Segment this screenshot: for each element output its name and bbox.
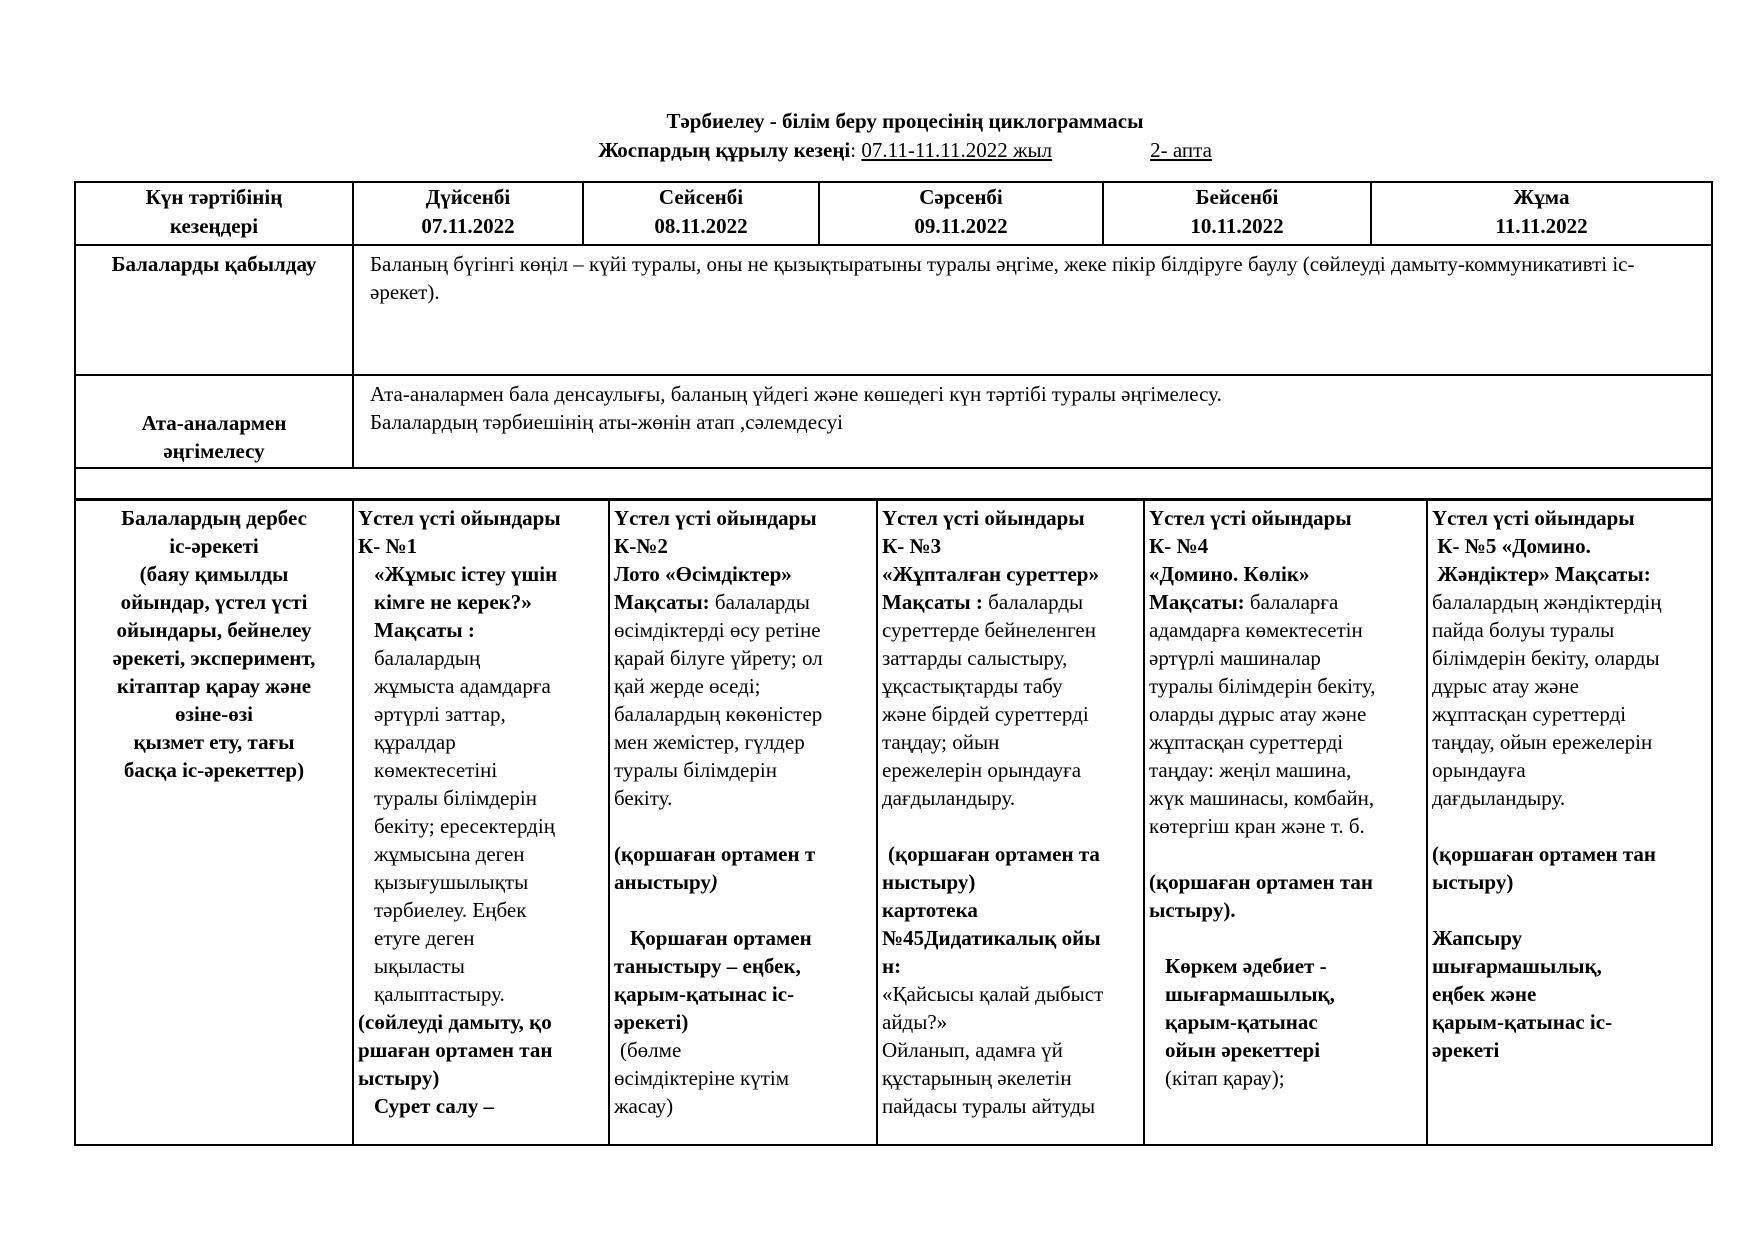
extra-line: Көркем әдебиет -: [1165, 954, 1327, 978]
goal-line: [614, 588, 876, 616]
goal-line: туралы білімдерін: [374, 786, 537, 810]
tuesday-activity: [609, 499, 877, 1145]
game-title: «Домино. Көлік»: [1149, 562, 1310, 586]
label-line: кітаптар қарау және: [116, 674, 312, 698]
day-date: 08.11.2022: [654, 214, 748, 238]
wednesday-activity: [877, 499, 1144, 1145]
extra-line: Ойланып, адамға үй: [882, 1038, 1063, 1062]
extra-line: жасау): [614, 1094, 674, 1118]
area-note-line: №45Дидатикалық ойы: [882, 926, 1101, 950]
goal-line: таңдау: жеңіл машина,: [1149, 758, 1352, 782]
extra-line: әрекеті): [614, 1010, 689, 1034]
goal-line: таңдау, ойын ережелерін: [1432, 730, 1653, 754]
goal-line: көмектесетіні: [374, 758, 498, 782]
game-title-line1: «Жұмыс істеу үшін: [374, 562, 558, 586]
goal-line: суреттерде бейнеленген: [882, 618, 1096, 642]
day-date: 09.11.2022: [914, 214, 1008, 238]
day-header-friday: [1371, 182, 1712, 245]
activity-heading: Үстел үсті ойындары: [882, 506, 1085, 530]
area-note-line: (қоршаған ортамен та: [888, 842, 1100, 866]
goal-line: қарай білуге үйрету; ол: [614, 646, 823, 670]
reception-row: [75, 245, 1712, 375]
goal-label: Мақсаты :: [374, 618, 475, 642]
activity-heading: Үстел үсті ойындары: [358, 506, 561, 530]
blank-line: [1149, 924, 1426, 952]
goal-line: жұптасқан суреттерді: [1432, 702, 1627, 726]
goal-text: балаларға: [1244, 590, 1339, 614]
label-line: басқа іс-әрекеттер): [123, 758, 305, 782]
extra-line: ойын әрекеттері: [1165, 1038, 1321, 1062]
goal-line: адамдарға көмектесетін: [1149, 618, 1363, 642]
parents-row: [75, 375, 1712, 468]
period-colon: :: [850, 138, 862, 162]
extra-line: «Қайсысы қалай дыбыст: [882, 982, 1104, 1006]
label-line: іс-әрекеті: [169, 534, 259, 558]
goal-text: балаларды: [709, 590, 810, 614]
blank-line: [882, 812, 1143, 840]
thursday-activity: [1144, 499, 1427, 1145]
blank-line: [614, 812, 876, 840]
extra-line: шығармашылық,: [1165, 982, 1335, 1006]
day-header-thursday: [1103, 182, 1371, 245]
goal-line: мен жемістер, гүлдер: [614, 730, 805, 754]
reception-label: Балаларды қабылдау: [75, 245, 353, 375]
goal-line: ықыласты: [374, 954, 465, 978]
parents-label-line1: Ата-аналармен: [141, 411, 287, 435]
blank-line: [614, 896, 876, 924]
schedule-table-top: [74, 181, 1713, 501]
header-row: [75, 182, 1712, 245]
goal-line: қызығушылықты: [374, 870, 529, 894]
stage-header-line2: кезеңдері: [169, 214, 259, 238]
goal-line: қалыптастыру.: [374, 982, 505, 1006]
friday-activity: [1427, 499, 1712, 1145]
card-number: К- №4: [1149, 534, 1209, 558]
day-header-wednesday: [819, 182, 1103, 245]
area-note-line: ршаған ортамен тан: [358, 1038, 553, 1062]
extra-line: әрекеті: [1432, 1038, 1500, 1062]
extra-line: еңбек және: [1432, 982, 1537, 1006]
schedule-table-activities: [74, 498, 1713, 1146]
page-title: Тәрбиелеу - білім беру процесінің циклограммасы: [666, 109, 1144, 133]
area-note-line: ыстыру): [358, 1066, 440, 1090]
game-title-goal: Жәндіктер» Мақсаты:: [1432, 562, 1651, 586]
goal-line: жұптасқан суреттерді: [1149, 730, 1344, 754]
area-note-line: (қоршаған ортамен тан: [1149, 870, 1374, 894]
blank-line: [1149, 840, 1426, 868]
goal-label: Мақсаты :: [882, 590, 983, 614]
goal-line: әртүрлі машиналар: [1149, 646, 1321, 670]
area-note-line: (қоршаған ортамен тан: [1432, 842, 1657, 866]
goal-line: оларды дұрыс атау және: [1149, 702, 1367, 726]
extra-line: пайдасы туралы айтуды: [882, 1094, 1096, 1118]
period-value: 07.11-11.11.2022 жыл: [861, 138, 1053, 162]
goal-line: заттарды салыстыру,: [882, 646, 1068, 670]
area-note-line: [614, 868, 876, 896]
label-line: (баяу қимылды: [139, 562, 289, 586]
day-name: Бейсенбі: [1195, 185, 1279, 209]
label-line: ойындары, бейнелеу: [116, 618, 312, 642]
goal-line: орындауға: [1432, 758, 1526, 782]
goal-line: [882, 588, 1143, 616]
extra-line: құстарының әкелетін: [882, 1066, 1072, 1090]
goal-line: [1149, 588, 1426, 616]
day-name: Дүйсенбі: [425, 185, 511, 209]
area-note-line: (қоршаған ортамен т: [614, 842, 816, 866]
goal-line: туралы білімдерін: [614, 758, 777, 782]
extra-line: қарым-қатынас іс-: [1432, 1010, 1613, 1034]
plan-period: [0, 137, 1755, 163]
goal-text: балаларды: [982, 590, 1084, 614]
extra-line: шығармашылық,: [1432, 954, 1602, 978]
area-note-line: (сөйлеуді дамыту, қо: [358, 1010, 552, 1034]
card-number: К- №5 «Домино.: [1432, 534, 1591, 558]
goal-line: балалардың: [374, 646, 481, 670]
area-note-line: ныстыру): [882, 870, 976, 894]
label-line: өзіне-өзі: [175, 702, 253, 726]
extra-line: (бөлме: [620, 1038, 682, 1062]
extra-line: (кітап қарау);: [1165, 1066, 1285, 1090]
extra-line: Жапсыру: [1432, 926, 1523, 950]
extra-line: Қоршаған ортамен: [630, 926, 812, 950]
goal-line: пайда болуы туралы: [1432, 618, 1615, 642]
stage-header-line1: Күн тәртібінің: [145, 185, 283, 209]
extra-line: қарым-қатынас: [1165, 1010, 1318, 1034]
activity-heading: Үстел үсті ойындары: [614, 506, 817, 530]
parents-text-line2: Балалардың тәрбиешінің аты-жөнін атап ,сәлемдесуі: [370, 410, 843, 434]
goal-line: балалардың жәндіктердің: [1432, 590, 1662, 614]
goal-line: әртүрлі заттар,: [374, 702, 506, 726]
extra-line: айды?»: [882, 1010, 948, 1034]
parents-label: [75, 375, 353, 468]
spacer-row: [75, 468, 1712, 500]
week-number: 2- апта: [1150, 138, 1212, 162]
label-line: Балалардың дербес: [121, 506, 307, 530]
goal-line: дағдыландыру.: [882, 786, 1016, 810]
independent-row: [75, 499, 1712, 1145]
area-note-paren: ): [710, 870, 718, 894]
goal-line: жүк машинасы, комбайн,: [1149, 786, 1375, 810]
label-line: қызмет ету, тағы: [133, 730, 295, 754]
blank-line: [1432, 812, 1711, 840]
empty-row: [75, 468, 1712, 500]
parents-text: [353, 375, 1712, 468]
goal-line: жұмыста адамдарға: [374, 674, 551, 698]
goal-line: білімдерін бекіту, оларды: [1432, 646, 1660, 670]
parents-label-line2: әңгімелесу: [163, 439, 265, 463]
goal-line: тәрбиелеу. Еңбек: [374, 898, 527, 922]
goal-line: бекіту.: [614, 786, 673, 810]
goal-line: бекіту; ересектердің: [374, 814, 555, 838]
goal-line: өсімдіктерді өсу ретіне: [614, 618, 821, 642]
goal-line: балалардың көкөністер: [614, 702, 823, 726]
label-line: ойындар, үстел үсті: [120, 590, 308, 614]
card-number: К- №3: [882, 534, 942, 558]
card-number: К-№2: [614, 534, 668, 558]
independent-label: [75, 499, 353, 1145]
goal-line: туралы білімдерін бекіту,: [1149, 674, 1376, 698]
day-date: 07.11.2022: [421, 214, 515, 238]
goal-line: етуге деген: [374, 926, 475, 950]
day-header-tuesday: [583, 182, 819, 245]
area-note-line: ыстыру).: [1149, 898, 1236, 922]
day-name: Сәрсенбі: [919, 185, 1003, 209]
goal-line: таңдау; ойын: [882, 730, 1000, 754]
day-name: Жұма: [1513, 185, 1570, 209]
goal-line: құралдар: [374, 730, 456, 754]
day-date: 10.11.2022: [1190, 214, 1284, 238]
goal-line: көтергіш кран және т. б.: [1149, 814, 1365, 838]
goal-line: жұмысына деген: [374, 842, 525, 866]
goal-label: Мақсаты:: [1149, 590, 1245, 614]
goal-line: және бірдей суреттерді: [882, 702, 1089, 726]
parents-text-line1: Ата-аналармен бала денсаулығы, баланың үйдегі және көшедегі күн тәртібі туралы әңгімелесу.: [370, 382, 1222, 406]
activity-heading: Үстел үсті ойындары: [1432, 506, 1635, 530]
blank-line: [1432, 896, 1711, 924]
game-title: Лото «Өсімдіктер»: [614, 562, 792, 586]
game-title: «Жұпталған суреттер»: [882, 562, 1099, 586]
label-line: әрекеті, эксперимент,: [112, 646, 316, 670]
monday-activity: [353, 499, 609, 1145]
goal-line: дұрыс атау және: [1432, 674, 1579, 698]
day-date: 11.11.2022: [1495, 214, 1588, 238]
card-number: К- №1: [358, 534, 418, 558]
goal-line: қай жерде өседі;: [614, 674, 761, 698]
area-note-line: ыстыру): [1432, 870, 1514, 894]
goal-line: ұқсастықтарды табу: [882, 674, 1063, 698]
period-label: Жоспардың құрылу кезеңі: [598, 138, 851, 162]
area-note-line: н:: [882, 954, 902, 978]
extra-line: таныстыру – еңбек,: [614, 954, 801, 978]
goal-line: ережелерін орындауға: [882, 758, 1082, 782]
day-name: Сейсенбі: [658, 185, 744, 209]
area-note-line: картотека: [882, 898, 978, 922]
drawing-note: Сурет салу –: [374, 1094, 495, 1118]
day-header-monday: [353, 182, 583, 245]
extra-line: өсімдіктеріне күтім: [614, 1066, 790, 1090]
stage-header: [75, 182, 353, 245]
reception-text: Баланың бүгінгі көңіл – күйі туралы, оны не қызықтыратыны туралы әңгіме, жеке пікір білдіруге баулу (сөйлеуді дамыту-коммуникативті іс-әрекет).: [353, 245, 1712, 375]
activity-heading: Үстел үсті ойындары: [1149, 506, 1352, 530]
goal-label: Мақсаты:: [614, 590, 710, 614]
goal-line: дағдыландыру.: [1432, 786, 1566, 810]
area-note-text: аныстыру: [614, 870, 711, 894]
game-title-line2: кімге не керек?»: [374, 590, 532, 614]
extra-line: қарым-қатынас іс-: [614, 982, 795, 1006]
